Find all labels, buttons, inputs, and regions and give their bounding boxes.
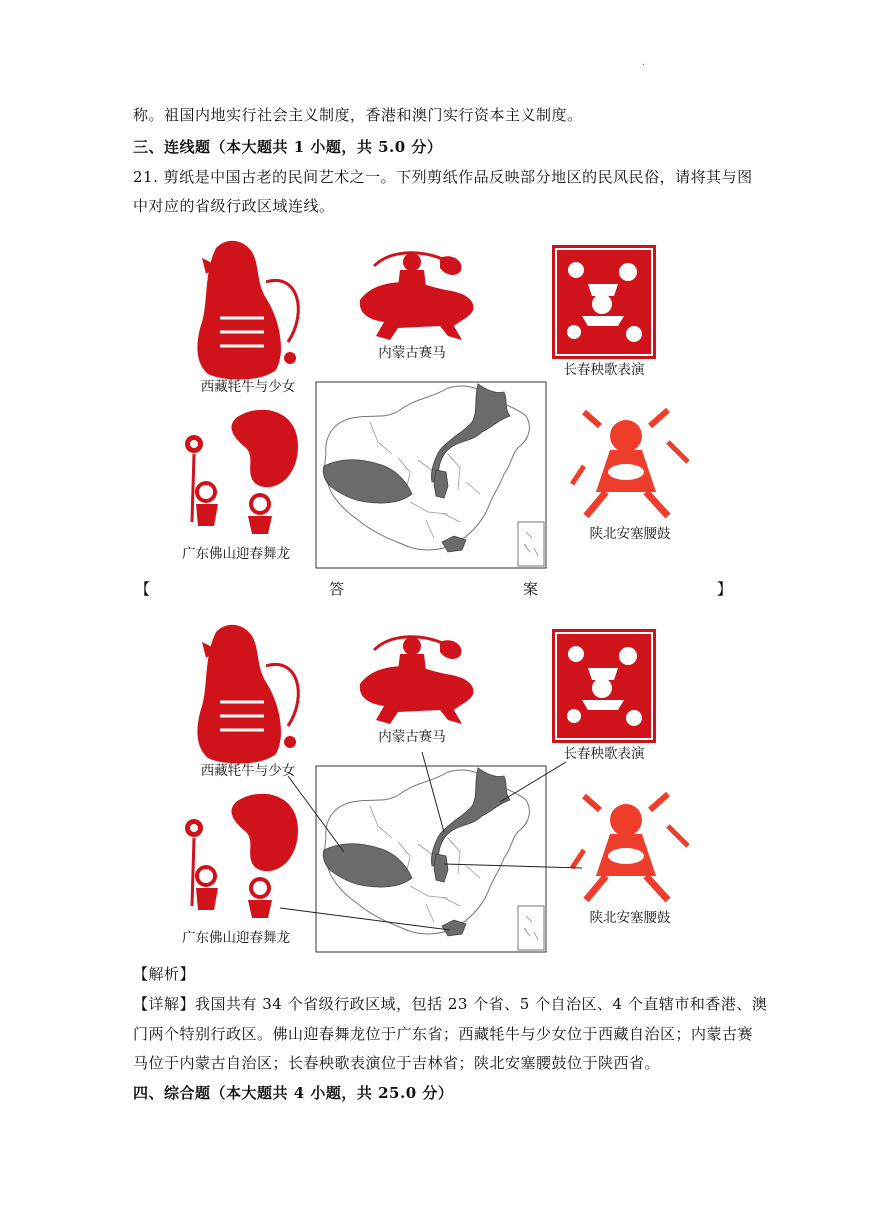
caption-foshan: 广东佛山迎春舞龙 bbox=[182, 546, 290, 562]
caption-changchun: 长春秧歌表演 bbox=[563, 746, 645, 762]
section4-heading: 四、综合题（本大题共 4 小题，共 25.0 分） bbox=[133, 1084, 454, 1102]
analysis-label: 【解析】 bbox=[133, 965, 196, 983]
answer-char-1: 答 bbox=[329, 580, 345, 598]
detail-line-1: 【详解】我国共有 34 个省级行政区域，包括 23 个省、5 个自治区、4 个直辖市和香港、澳 bbox=[133, 995, 768, 1013]
question-figure-svg bbox=[148, 222, 733, 572]
papercut-waist-drum-icon bbox=[572, 410, 688, 516]
answer-figure bbox=[148, 606, 733, 956]
section3-heading: 三、连线题（本大题共 1 小题，共 5.0 分） bbox=[133, 138, 443, 156]
answer-bracket-close: 】 bbox=[717, 580, 733, 598]
caption-inner-mongolia: 内蒙古赛马 bbox=[378, 729, 446, 745]
answer-char-2: 案 bbox=[523, 580, 539, 598]
papercut-dragon-icon bbox=[185, 794, 298, 918]
text-line-1: 称。祖国内地实行社会主义制度，香港和澳门实行资本主义制度。 bbox=[133, 106, 583, 124]
header-mark: . bbox=[642, 58, 645, 68]
papercut-tibet-icon bbox=[197, 241, 298, 380]
question-21-line-2: 中对应的省级行政区域连线。 bbox=[133, 197, 335, 215]
china-map bbox=[316, 766, 546, 952]
caption-tibet: 西藏牦牛与少女 bbox=[200, 379, 296, 395]
papercut-yangko-icon bbox=[552, 629, 656, 743]
papercut-waist-drum-icon bbox=[572, 794, 688, 900]
caption-shaanbei: 陕北安塞腰鼓 bbox=[589, 526, 671, 542]
detail-line-3: 马位于内蒙古自治区；长春秧歌表演位于吉林省；陕北安塞腰鼓位于陕西省。 bbox=[133, 1054, 661, 1072]
papercut-dragon-icon bbox=[185, 410, 298, 534]
caption-foshan: 广东佛山迎春舞龙 bbox=[182, 930, 290, 946]
answer-bracket-open: 【 bbox=[135, 580, 151, 598]
caption-inner-mongolia: 内蒙古赛马 bbox=[378, 345, 446, 361]
caption-shaanbei: 陕北安塞腰鼓 bbox=[589, 910, 671, 926]
papercut-tibet-icon bbox=[197, 625, 298, 764]
china-map bbox=[316, 382, 546, 568]
answer-heading bbox=[133, 578, 733, 600]
question-21-line-1: 21. 剪纸是中国古老的民间艺术之一。下列剪纸作品反映部分地区的民风民俗，请将其与图 bbox=[133, 168, 753, 186]
papercut-horse-icon bbox=[360, 253, 474, 340]
question-figure bbox=[148, 222, 733, 572]
caption-changchun: 长春秧歌表演 bbox=[563, 362, 645, 378]
papercut-horse-icon bbox=[360, 637, 474, 724]
caption-tibet: 西藏牦牛与少女 bbox=[200, 763, 296, 779]
answer-figure-svg bbox=[148, 606, 733, 956]
detail-line-2: 门两个特别行政区。佛山迎春舞龙位于广东省；西藏牦牛与少女位于西藏自治区；内蒙古赛 bbox=[133, 1025, 754, 1043]
papercut-yangko-icon bbox=[552, 245, 656, 359]
